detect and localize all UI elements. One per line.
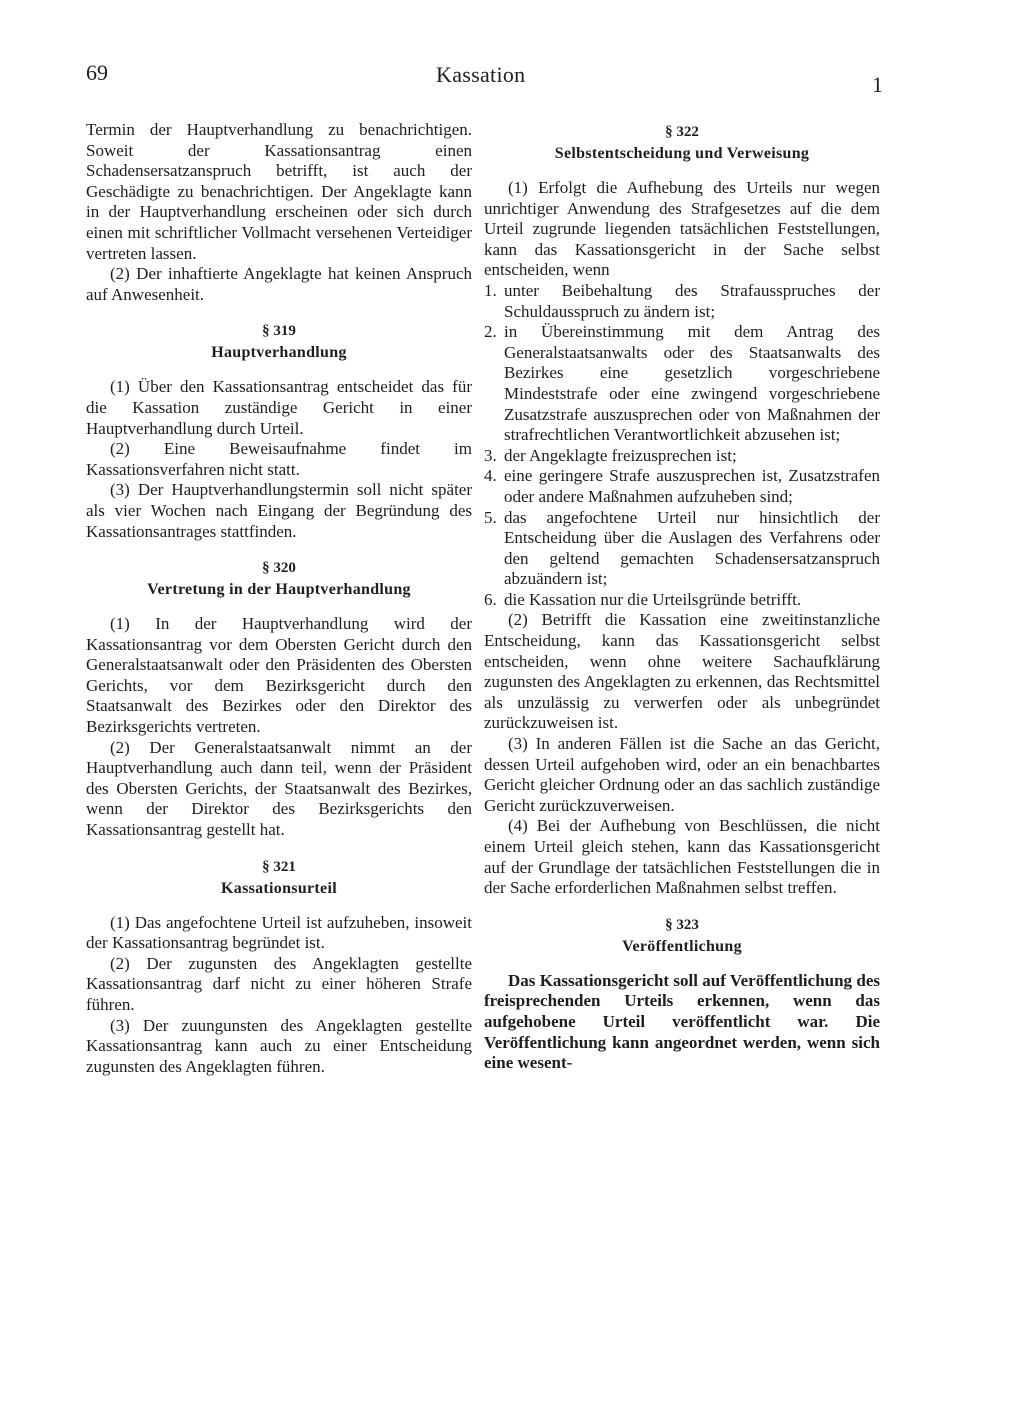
section-323-paragraph-1: Das Kassationsgericht soll auf Veröffentlichung des freisprechenden Urteils erkennen, wenn das aufgehobene Urteil veröffentlicht war. Die Veröffentlichung kann angeordnet werden, wenn sich eine wesent- — [484, 970, 880, 1073]
corner-mark: 1 — [872, 72, 883, 97]
section-320-heading — [86, 558, 472, 600]
right-column — [484, 120, 880, 1074]
section-title: Hauptverhandlung — [211, 344, 347, 362]
section-title: Veröffentlichung — [622, 937, 742, 955]
section-number: § 320 — [262, 560, 296, 577]
page-number: 69 — [86, 60, 108, 85]
section-319-paragraph-3: (3) Der Hauptverhandlungstermin soll nicht später als vier Wochen nach Eingang der Begründung des Kassationsantrages stattfinden. — [86, 480, 472, 541]
left-column — [86, 120, 472, 1077]
section-321-paragraph-2: (2) Der zugunsten des Angeklagten gestellte Kassationsantrag darf nicht zu einer höheren Strafe führen. — [86, 953, 472, 1014]
section-320-paragraph-2: (2) Der Generalstaatsanwalt nimmt an der Hauptverhandlung auch dann teil, wenn der Präsident des Obersten Gerichts, der Staatsanwalt des Bezirkes, wenn der Direktor des Bezirksgerichts den Kassationsantrag gestellt hat. — [86, 737, 472, 840]
list-item-number: 5. — [484, 507, 497, 527]
section-323-heading — [484, 915, 880, 957]
list-item — [484, 322, 880, 446]
intro-paragraph-2: (2) Der inhaftierte Angeklagte hat keinen Anspruch auf Anwesenheit. — [86, 264, 472, 304]
section-322-paragraph-3: (3) In anderen Fällen ist die Sache an das Gericht, dessen Urteil aufgehoben wird, oder an ein benachbartes Gericht gleicher Ordnung oder an das sachlich zuständige Gericht zurückzuverweisen. — [484, 734, 880, 815]
section-320-paragraph-1: (1) In der Hauptverhandlung wird der Kassationsantrag vor dem Obersten Gericht durch den Generalstaatsanwalt oder den Präsidenten des Obersten Gerichts, vor dem Bezirksgericht durch den Staatsanwalt des Bezirkes oder den Direktor des Bezirksgerichts vertreten. — [86, 614, 472, 737]
section-322-list — [484, 281, 880, 611]
section-319-paragraph-1: (1) Über den Kassationsantrag entscheidet das für die Kassation zuständige Gericht in einer Hauptverhandlung durch Urteil. — [86, 377, 472, 438]
list-item-number: 1. — [484, 280, 497, 300]
list-item-number: 2. — [484, 322, 497, 342]
section-322-heading — [484, 122, 880, 164]
section-319-heading — [86, 321, 472, 363]
list-item — [484, 466, 880, 507]
running-head: Kassation — [436, 62, 526, 87]
list-item — [484, 446, 880, 467]
section-322-paragraph-4: (4) Bei der Aufhebung von Beschlüssen, die nicht einem Urteil gleich stehen, kann das Kassationsgericht auf der Grundlage der tatsächlichen Feststellungen die in der Sache erforderlichen Maßnahmen selbst treffen. — [484, 816, 880, 898]
section-number: § 319 — [262, 323, 296, 340]
list-item-text: das angefochtene Urteil nur hinsichtlich der Entscheidung über die Auslagen des Verfahrens oder den geltend gemachten Schadensersatzanspruch abzuändern ist; — [504, 507, 880, 589]
section-319-paragraph-2: (2) Eine Beweisaufnahme findet im Kassationsverfahren nicht statt. — [86, 439, 472, 479]
list-item — [484, 508, 880, 590]
section-title: Selbstentscheidung und Verweisung — [554, 145, 810, 162]
section-322-paragraph-2: (2) Betrifft die Kassation eine zweitinstanzliche Entscheidung, kann das Kassationsgericht selbst entscheiden, wenn ohne weitere Sachaufklärung zugunsten des Angeklagten zu erkennen, das Rechtsmittel als unzulässig zu verwerfen oder als unbegründet zurückzuweisen ist. — [484, 610, 880, 733]
section-321-paragraph-3: (3) Der zuungunsten des Angeklagten gestellte Kassationsantrag kann auch zu einer Entscheidung zugunsten des Angeklagten führen. — [86, 1015, 472, 1076]
list-item-text: der Angeklagte freizusprechen ist; — [504, 445, 737, 465]
list-item-number: 3. — [484, 445, 497, 465]
section-321-heading — [86, 857, 472, 899]
list-item-text: in Übereinstimmung mit dem Antrag des Generalstaatsanwalts oder des Staatsanwalts des Bezirkes eine gesetzlich vorgeschriebene Mindeststrafe oder eine zwingend vorgeschriebene Zusatzstrafe auszusprechen oder von Maßnahmen der strafrechtlichen Verantwortlichkeit abzusehen ist; — [504, 322, 880, 445]
list-item — [484, 590, 880, 611]
list-item-number: 4. — [484, 466, 497, 486]
section-321-paragraph-1: (1) Das angefochtene Urteil ist aufzuheben, insoweit der Kassationsantrag begründet ist. — [86, 912, 472, 953]
list-item — [484, 281, 880, 322]
list-item-number: 6. — [484, 589, 497, 609]
section-title: Vertretung in der Hauptverhandlung — [147, 581, 411, 599]
section-number: § 322 — [665, 124, 699, 140]
section-title: Kassationsurteil — [221, 879, 337, 897]
section-322-paragraph-1: (1) Erfolgt die Aufhebung des Urteils nur wegen unrichtiger Anwendung des Strafgesetzes auf die dem Urteil zugrunde liegenden tatsächlichen Feststellungen, kann das Kassationsgericht in der Sache selbst entscheiden, wenn — [484, 178, 880, 280]
section-number: § 321 — [262, 858, 296, 875]
list-item-text: eine geringere Strafe auszusprechen ist, Zusatzstrafen oder andere Maßnahmen aufzuheben sind; — [504, 466, 880, 506]
intro-continuation: Termin der Hauptverhandlung zu benachrichtigen. Soweit der Kassationsantrag einen Schadensersatzanspruch betrifft, ist auch der Geschädigte zu benachrichtigen. Der Angeklagte kann in der Hauptverhandlung erscheinen oder sich durch einen mit schriftlicher Vollmacht versehenen Verteidiger vertreten lassen. — [86, 120, 472, 263]
list-item-text: die Kassation nur die Urteilsgründe betrifft. — [504, 589, 802, 609]
section-number: § 323 — [665, 916, 699, 933]
list-item-text: unter Beibehaltung des Strafausspruches der Schuldausspruch zu ändern ist; — [504, 280, 880, 321]
